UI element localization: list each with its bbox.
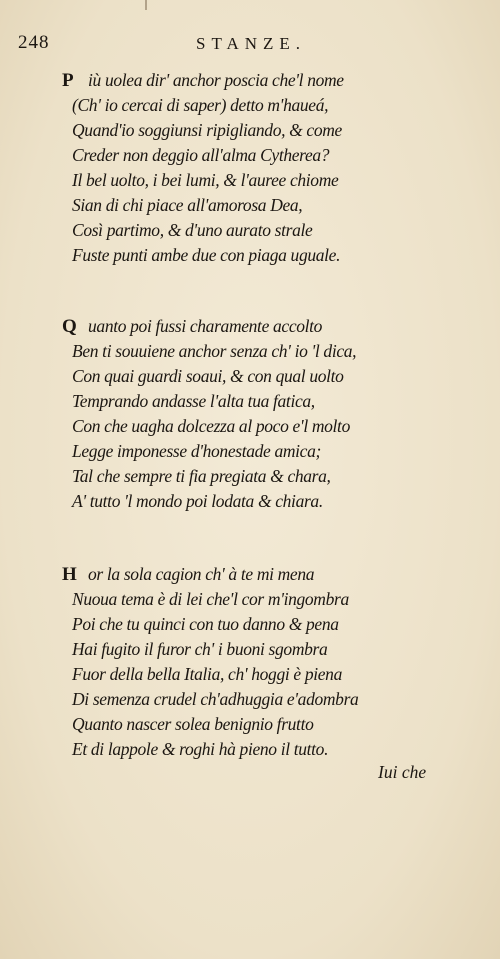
verse-line <box>72 218 452 243</box>
verse-text: Poi che tu quinci con tuo danno & pena <box>72 614 339 634</box>
verse-text: Con che uagha dolcezza al poco e'l molto <box>72 416 350 436</box>
verse-line <box>72 464 452 489</box>
verse-line <box>72 489 452 514</box>
verse-line <box>72 168 452 193</box>
verse-text: Nuoua tema è di lei che'l cor m'ingombra <box>72 589 349 609</box>
verse-text: iù uolea dir' anchor poscia che'l nome <box>84 70 344 90</box>
initial-letter: P <box>62 70 74 91</box>
verse-line <box>72 587 452 612</box>
verse-text: A' tutto 'l mondo poi lodata & chiara. <box>72 491 323 511</box>
catchword: Iui che <box>378 762 427 782</box>
verse-line <box>72 143 452 168</box>
initial-letter: H <box>62 564 77 585</box>
verse-text: uanto poi fussi charamente accolto <box>84 316 323 336</box>
running-head: STANZE. <box>196 34 307 53</box>
verse-text: Legge imponesse d'honestade amica; <box>72 441 321 461</box>
verse-text: Fuor della bella Italia, ch' hoggi è piena <box>72 664 342 684</box>
verse-line <box>72 612 452 637</box>
verse-line <box>72 93 452 118</box>
verse-line <box>72 662 452 687</box>
page-header <box>18 32 482 56</box>
verse-text: Così partimo, & d'uno aurato strale <box>72 220 313 240</box>
verse-line <box>62 562 452 587</box>
verse-line <box>72 118 452 143</box>
verse-line <box>72 389 452 414</box>
stanza <box>62 314 452 514</box>
page-number: 248 <box>18 32 50 53</box>
verse-text: Fuste punti ambe due con piaga uguale. <box>72 245 341 265</box>
verse-text: or la sola cagion ch' à te mi mena <box>84 564 315 584</box>
verse-text: (Ch' io cercai di saper) detto m'haueá, <box>72 95 329 115</box>
verse-text: Hai fugito il furor ch' i buoni sgombra <box>72 639 328 659</box>
verse-line <box>62 68 452 93</box>
verse-text: Quanto nascer solea benignio frutto <box>72 714 314 734</box>
initial-letter: Q <box>62 316 77 337</box>
verse-text: Sian di chi piace all'amorosa Dea, <box>72 195 303 215</box>
verse-line <box>72 737 452 762</box>
verse-text: Ben ti souuiene anchor senza ch' io 'l dica, <box>72 341 357 361</box>
verse-line <box>72 364 452 389</box>
ink-mark <box>145 0 147 10</box>
verse-text: Di semenza crudel ch'adhuggia e'adombra <box>72 689 359 709</box>
verse-line <box>72 637 452 662</box>
verse-text: Et di lappole & roghi hà pieno il tutto. <box>72 739 329 759</box>
stanza <box>62 562 452 762</box>
verse-text: Il bel uolto, i bei lumi, & l'auree chiome <box>72 170 339 190</box>
verse-line <box>72 712 452 737</box>
verse-line <box>72 339 452 364</box>
verse-line <box>72 414 452 439</box>
verse-text: Con quai guardi soaui, & con qual uolto <box>72 366 344 386</box>
verse-text: Creder non deggio all'alma Cytherea? <box>72 145 330 165</box>
verse-text: Quand'io soggiunsi ripigliando, & come <box>72 120 342 140</box>
verse-line <box>72 687 452 712</box>
verse-text: Tal che sempre ti fia pregiata & chara, <box>72 466 331 486</box>
verse-line <box>62 314 452 339</box>
verse-line <box>72 439 452 464</box>
verse-line <box>72 243 452 268</box>
stanza <box>62 68 452 268</box>
verse-line <box>72 193 452 218</box>
verse-text: Temprando andasse l'alta tua fatica, <box>72 391 315 411</box>
